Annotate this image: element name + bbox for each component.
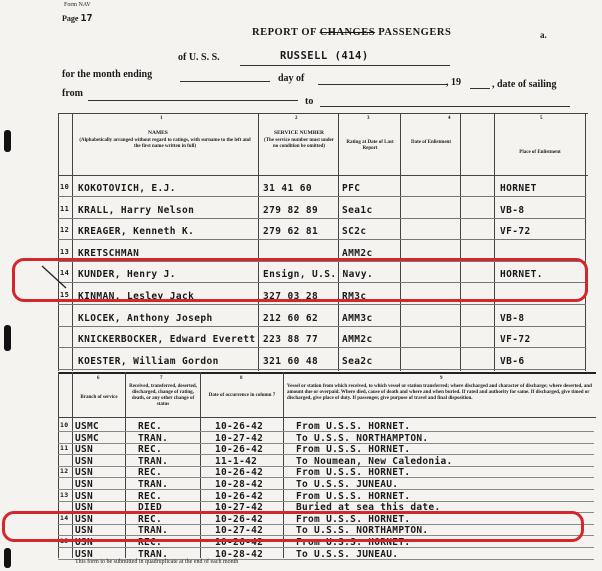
row-number: 10 (60, 421, 69, 429)
occurrence-date-header: Date of occurrence in column 7 (208, 393, 276, 398)
vessel-remark: From U.S.S. HORNET. (296, 421, 411, 432)
col-number-4: 4 (448, 116, 451, 121)
col-number-5: 5 (540, 116, 543, 121)
row-number: 13 (60, 248, 70, 256)
enlistment-place: HORNET. (500, 269, 543, 280)
page-label: Page 17 (62, 13, 93, 24)
occurrence-date: 10-27-42 (215, 502, 264, 513)
vessel-remark: From U.S.S. HORNET. (296, 467, 411, 478)
status-change: TRAN. (138, 433, 169, 444)
vessel-remark: From U.S.S. HORNET. (296, 444, 411, 455)
status-change: REC. (138, 537, 163, 548)
branch-of-service: USN (75, 502, 94, 513)
passenger-name: KREAGER, Kenneth K. (78, 226, 195, 237)
enlistment-place-header: Place of Enlistment (519, 150, 561, 155)
occurrence-date: 10-28-42 (215, 549, 264, 560)
branch-of-service: USN (75, 537, 94, 548)
enlistment-place: VB-6 (500, 356, 525, 367)
occurrence-date: 10-26-42 (215, 421, 264, 432)
corner-mark: a. (540, 30, 547, 40)
row-number: 11 (60, 444, 69, 452)
service-number: 321 60 48 (263, 356, 319, 367)
passenger-name: KUNDER, Henry J. (78, 269, 176, 280)
highlight-lower-kunder (2, 511, 584, 542)
highlight-upper-kunder (12, 258, 588, 302)
report-title: REPORT OF CHANGES PASSENGERS (252, 27, 452, 38)
branch-of-service: USN (75, 549, 94, 560)
vessel-remark: From U.S.S. HORNET. (296, 537, 411, 548)
status-change: TRAN. (138, 456, 169, 467)
vessel-remark: To Noumean, New Caledonia. (296, 456, 453, 467)
rating-header: Rating at Date of Last Report (346, 140, 394, 151)
service-number: 279 62 81 (263, 226, 319, 237)
service-number-note: (The service number must under no condition be omitted) (264, 138, 334, 149)
status-change: REC. (138, 514, 163, 525)
vessel-remark: To U.S.S. NORTHAMPTON. (296, 433, 429, 444)
enlistment-place: HORNET (500, 183, 537, 194)
status-change: DIED (138, 502, 163, 513)
rating: PFC (342, 183, 361, 194)
service-number: Ensign, U.S. Navy. (263, 269, 374, 280)
month-ending-label: for the month ending (62, 69, 153, 80)
vessel-remark: From U.S.S. HORNET. (296, 491, 411, 502)
branch-of-service: USN (75, 444, 94, 455)
occurrence-date: 10-28-42 (215, 479, 264, 490)
ship-name: RUSSELL (414) (280, 50, 369, 62)
col-number-2: 2 (295, 116, 298, 121)
col-number-6: 6 (97, 376, 100, 381)
passenger-name: KLOCEK, Anthony Joseph (78, 313, 213, 324)
occurrence-date: 10-26-42 (215, 537, 264, 548)
branch-of-service: USMC (75, 433, 100, 444)
status-change: TRAN. (138, 549, 169, 560)
service-number: 279 82 89 (263, 205, 319, 216)
status-change: TRAN. (138, 479, 169, 490)
rating: Sea1c (342, 205, 373, 216)
col-number-8: 8 (240, 376, 243, 381)
rating: AMM2c (342, 248, 373, 259)
passenger-name: KNICKERBOCKER, Edward Everett (78, 334, 256, 345)
occurrence-date: 11-1-42 (215, 456, 258, 467)
passenger-name: KINMAN, Lesley Jack (78, 291, 195, 302)
passenger-name: KOESTER, William Gordon (78, 356, 219, 367)
punch-hole (4, 548, 11, 568)
occurrence-date: 10-26-42 (215, 514, 264, 525)
col-number-1: 1 (160, 116, 163, 121)
col-number-3: 3 (367, 116, 370, 121)
day-of-label: day of (278, 73, 305, 84)
rating: RM3c (342, 291, 367, 302)
branch-of-service: USN (75, 514, 94, 525)
names-column-header: NAMES (148, 130, 168, 136)
enlistment-place: VF-72 (500, 226, 531, 237)
rating: AMM2c (342, 334, 373, 345)
enlistment-place: VB-8 (500, 313, 525, 324)
check-mark-icon (40, 262, 70, 292)
year-label: , 19 (446, 77, 461, 88)
enlistment-place: VB-8 (500, 205, 525, 216)
status-change: REC. (138, 444, 163, 455)
enlistment-date-header: Date of Enlistment (411, 140, 451, 145)
status-header: Received, transferred, deserted, discharged, change of rating, death, or any other change of status (129, 384, 197, 407)
vessel-remark: To U.S.S. NORTHAMPTON. (296, 525, 429, 536)
service-number: 31 41 60 (263, 183, 312, 194)
status-change: REC. (138, 421, 163, 432)
col-number-9: 9 (440, 376, 443, 381)
row-number: 11 (60, 205, 70, 213)
row-number: 15 (60, 537, 69, 545)
passenger-name: KRALL, Harry Nelson (78, 205, 195, 216)
occurrence-date: 10-26-42 (215, 467, 264, 478)
punch-hole (4, 325, 11, 351)
occurrence-date: 10-27-42 (215, 433, 264, 444)
occurrence-date: 10-27-42 (215, 525, 264, 536)
branch-of-service: USN (75, 456, 94, 467)
vessel-remark: Buried at sea this date. (296, 502, 441, 513)
branch-of-service: USN (75, 491, 94, 502)
vessel-remark: To U.S.S. JUNEAU. (296, 479, 399, 490)
names-column-note: (Alphabetically arranged without regard to ratings, with surname to the left and the first name written in full) (79, 138, 251, 149)
vessel-remark: From U.S.S. HORNET. (296, 514, 411, 525)
status-change: REC. (138, 491, 163, 502)
branch-header: Branch of service (80, 395, 118, 400)
enlistment-place: VF-72 (500, 334, 531, 345)
form-number: Form NAV (64, 2, 91, 8)
branch-of-service: USN (75, 525, 94, 536)
passenger-name: KOKOTOVICH, E.J. (78, 183, 176, 194)
row-number: 13 (60, 491, 69, 499)
service-number: 212 60 62 (263, 313, 319, 324)
from-label: from (62, 88, 83, 99)
row-number: 14 (60, 269, 70, 277)
rating: SC2c (342, 226, 367, 237)
col-number-7: 7 (160, 376, 163, 381)
row-number: 12 (60, 467, 69, 475)
footer-note: This form to be submitted in quadruplicate at the end of each month (75, 559, 239, 565)
branch-of-service: USN (75, 467, 94, 478)
rating: Sea2c (342, 356, 373, 367)
row-number: 15 (60, 291, 70, 299)
service-number-header: SERVICE NUMBER (273, 130, 325, 136)
service-number: 223 88 77 (263, 334, 319, 345)
passenger-name: KRETSCHMAN (78, 248, 140, 259)
row-number: 14 (60, 514, 69, 522)
vessel-remark: To U.S.S. JUNEAU. (296, 549, 399, 560)
service-number: 327 03 28 (263, 291, 319, 302)
sailing-label: , date of sailing (492, 79, 557, 90)
of-uss-label: of U. S. S. (178, 52, 220, 63)
branch-of-service: USMC (75, 421, 100, 432)
status-change: REC. (138, 467, 163, 478)
to-label: to (305, 96, 314, 107)
occurrence-date: 10-26-42 (215, 444, 264, 455)
row-number: 12 (60, 226, 70, 234)
rating: AMM3c (342, 313, 373, 324)
row-number: 10 (60, 183, 70, 191)
status-change: TRAN. (138, 525, 169, 536)
branch-of-service: USN (75, 479, 94, 490)
punch-hole (4, 130, 11, 152)
vessel-header: Vessel or station from which received, to which vessel or station transferred; where discharged and character of discharge; where deserted, and amount due or overpaid. Where died, cause of death and where and when buried. If rated and authority for same. If discharged, give timed or discharged, give place of duty. If passenger, give purpose of travel and final disposition. (287, 384, 592, 401)
occurrence-date: 10-26-42 (215, 491, 264, 502)
